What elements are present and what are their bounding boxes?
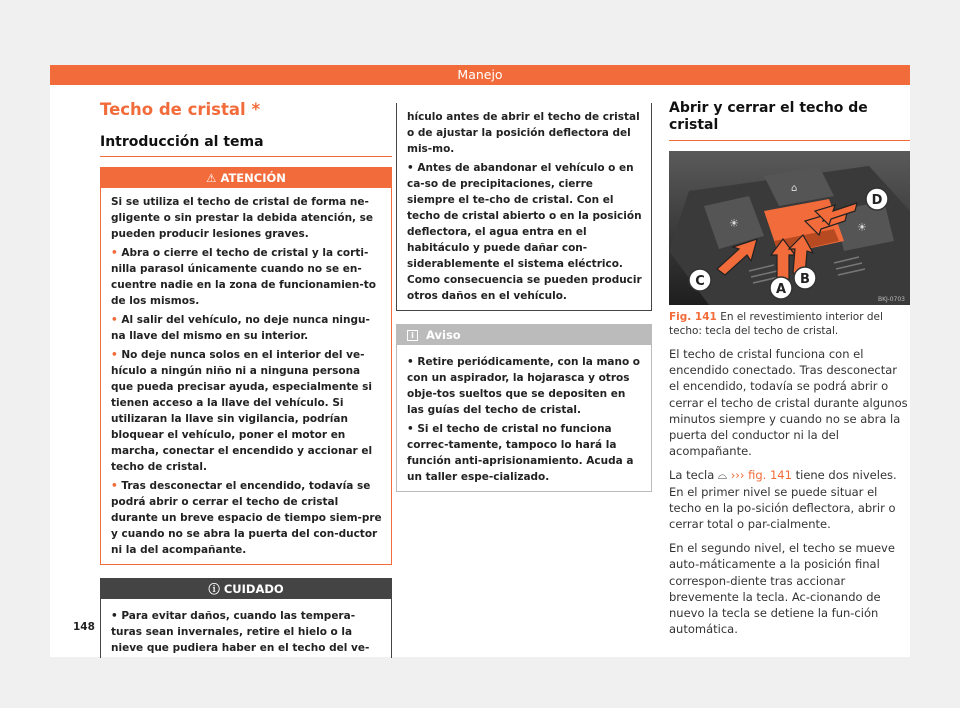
roof-icon: ⌂ [791,183,798,194]
manual-page [50,65,910,657]
bullet-icon: • [111,349,122,361]
page-number: 148 [73,621,95,633]
section-header [50,65,910,85]
list-item: • Para evitar daños, cuando las tempera-turas sean invernales, retire el hielo o la nieve que pudiera haber en el techo del ve- [111,610,370,654]
info-circle-icon: ⓘ [208,582,220,596]
warning-intro: Si se utiliza el techo de cristal de forma ne-gligente o sin prestar la debida atención, se pueden producir lesiones graves. [111,196,374,240]
warning-title [101,168,391,188]
warning-box [100,167,392,565]
bullet-icon: • [111,480,122,492]
figure-image [669,151,910,305]
column-middle [396,103,652,492]
page-title-text: Techo de cristal [100,100,246,119]
section-title: Manejo [457,67,503,82]
paragraph: El techo de cristal funciona con el encendido conectado. Tras desconectar el encendido, todavía se podrá abrir o cerrar el techo de cristal durante algunos minutos siempre y cuando no se abra la puerta del conductor ni la del acompañante. [669,347,908,459]
roof-switch-illustration [669,151,910,305]
list-item: hículo antes de abrir el techo de cristal o de ajustar la posición deflectora del mis-mo. [407,111,640,155]
lamp-icon: ☀ [729,217,739,230]
list-item: • Al salir del vehículo, no deje nunca ningu-na llave del mismo en su interior. [111,314,370,342]
title-asterisk: * [251,100,261,119]
column-left [100,100,392,658]
label-c: C [695,274,705,289]
section-subtitle: Introducción al tema [100,134,392,157]
paragraph: La tecla ⌓ ››› fig. 141 tiene dos niveles. En el primer nivel se puede situar el techo en la po-sición deflectora, abrir o cerrar total o par-cialmente. [669,468,897,532]
warning-body [101,188,391,564]
list-item: • Tras desconectar el encendido, todavía se podrá abrir o cerrar el techo de cristal durante un breve espacio de tiempo siem-pre y cuando no se abra la puerta del con-ductor ni la del acompañante. [111,480,382,556]
label-d: D [871,193,883,208]
bullet-icon: • [111,610,122,622]
warning-triangle-icon: ⚠ [206,171,217,185]
caution-body [101,599,391,658]
lamp-icon: ☀ [857,221,867,234]
caution-label: CUIDADO [223,582,284,596]
list-item: • Abra o cierre el techo de cristal y la corti-nilla parasol únicamente cuando no se en-cuentre nadie en la zona de funcionamien-to de los mismos. [111,247,376,307]
bullet-icon: • [407,423,418,435]
bullet-icon: • [407,162,418,174]
paragraph: En el segundo nivel, el techo se mueve auto-máticamente a la posición final correspon-diente tras accionar brevemente la tecla. Ac-cionando de nuevo la tecla se detiene la fun-ción automática. [669,541,895,637]
roof-key-icon: ⌓ [717,468,728,483]
caution-box [100,578,392,658]
list-item: • Si el techo de cristal no funciona correc-tamente, tampoco lo hará la función anti-aprisionamiento. Acuda a un taller espe-cializado. [407,423,634,483]
bullet-icon: • [407,356,418,368]
label-a: A [775,282,787,297]
page-title [100,100,392,120]
bullet-icon: • [111,314,122,326]
figure-caption [669,311,910,338]
caution-body-continued [397,103,651,310]
section-heading: Abrir y cerrar el techo de cristal [669,100,910,141]
notice-body [397,345,651,491]
figure-code: BKJ-0703 [877,296,905,303]
list-item: • Antes de abandonar el vehículo o en ca-so de precipitaciones, cierre siempre el te-cho de cristal. Con el techo de cristal abierto o en la posición deflectora, el agua entra en el habitáculo y puede dañar con-siderablemente el sistema eléctrico. Como consecuencia se pueden producir otros daños en el vehículo. [407,162,642,302]
bullet-icon: • [111,247,122,259]
list-item: • No deje nunca solos en el interior del ve-hículo a ningún niño ni a ninguna persona que pueda precisar ayuda, especialmente si tienen acceso a la llave del vehículo. Si utilizaran la llave sin vigilancia, podrían bloquear el vehículo, poner el motor en marcha, conectar el encendido y accionar el techo de cristal. [111,349,373,473]
caution-box-continued [396,103,652,311]
figure-reference-link[interactable]: ››› fig. 141 [730,468,792,483]
notice-label: Aviso [426,328,461,342]
caption-label: Fig. 141 [669,311,717,323]
body-text [669,346,910,637]
notice-box [396,324,652,492]
column-right [669,100,910,637]
caution-title [101,579,391,599]
caption-text: En el revestimiento interior del techo: tecla del techo de cristal. [669,311,883,337]
list-item: • Retire periódicamente, con la mano o con un aspirador, la hojarasca y otros obje-tos sueltos que se depositen en las guías del techo de cristal. [407,356,641,416]
info-square-icon: i [407,330,418,341]
warning-label: ATENCIÓN [220,171,286,185]
label-b: B [800,272,810,287]
notice-title [397,325,651,345]
